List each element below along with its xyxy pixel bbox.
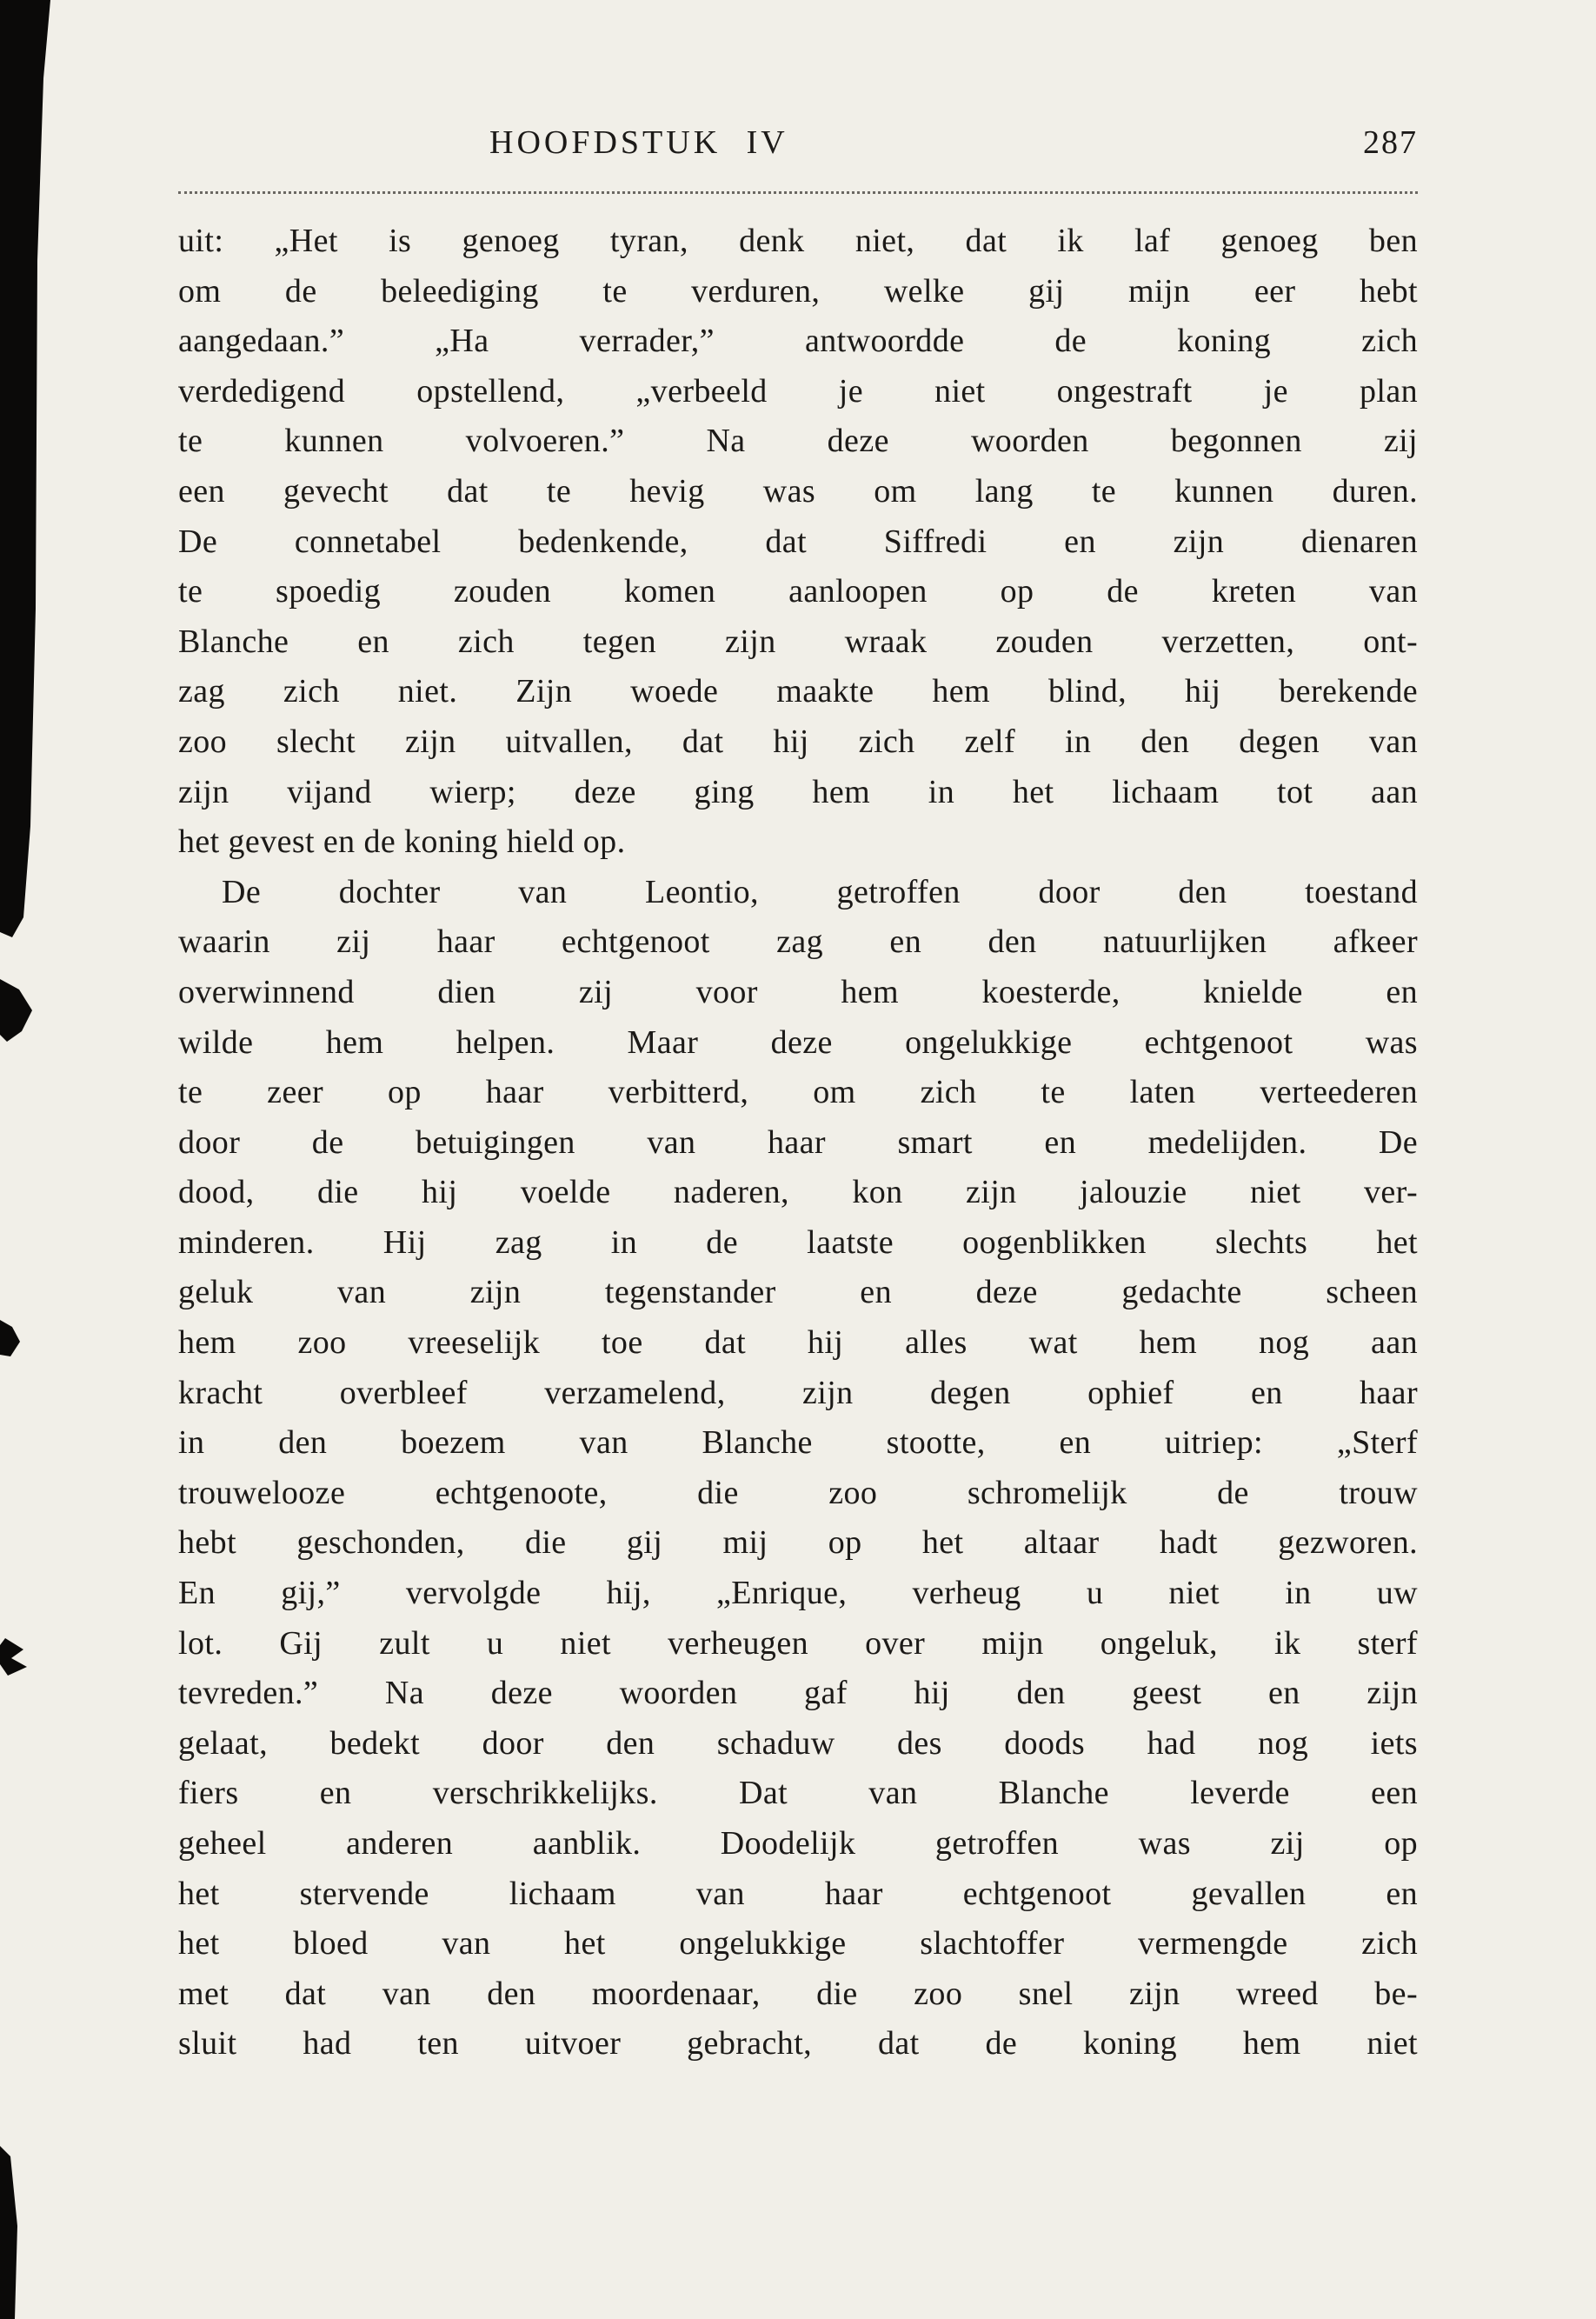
body-text: [178, 217, 1418, 2069]
page-header: [178, 123, 1418, 169]
ink-blot: [0, 1320, 20, 1356]
text-line: zag zich niet. Zijn woede maakte hem blind, hij berekende: [178, 673, 1418, 710]
text-line: met dat van den moordenaar, die zoo snel zijn wreed be-: [178, 1975, 1418, 2012]
text-line: minderen. Hij zag in de laatste oogenblikken slechts het: [178, 1223, 1418, 1261]
text-line: zijn vijand wierp; deze ging hem in het lichaam tot aan: [178, 773, 1418, 810]
text-line: in den boezem van Blanche stootte, en uitriep: „Sterf: [178, 1424, 1418, 1462]
text-line: door de betuigingen van haar smart en medelijden. De: [178, 1123, 1418, 1161]
paragraph: [178, 868, 1418, 2069]
text-line: trouwelooze echtgenoote, die zoo schromelijk de trouw: [178, 1474, 1418, 1511]
text-line: kracht overbleef verzamelend, zijn degen ophief en haar: [178, 1374, 1418, 1411]
text-line: waarin zij haar echtgenoot zag en den natuurlijken afkeer: [178, 923, 1418, 961]
text-line: het bloed van het ongelukkige slachtoffer vermengde zich: [178, 1925, 1418, 1962]
text-line: wilde hem helpen. Maar deze ongelukkige echtgenoot was: [178, 1023, 1418, 1061]
text-line: zoo slecht zijn uitvallen, dat hij zich zelf in den degen van: [178, 723, 1418, 760]
chapter-title: HOOFDSTUK IV: [489, 124, 788, 161]
text-line: hebt geschonden, die gij mij op het altaar hadt gezworen.: [178, 1524, 1418, 1562]
text-line: te zeer op haar verbitterd, om zich te laten verteederen: [178, 1074, 1418, 1111]
text-line: te spoedig zouden komen aanloopen op de kreten van: [178, 573, 1418, 610]
text-line: geheel anderen aanblik. Doodelijk getroffen was zij op: [178, 1825, 1418, 1862]
text-line: overwinnend dien zij voor hem koesterde, knielde en: [178, 973, 1418, 1010]
binding-shadow-bottom: [0, 2146, 17, 2319]
text-line: De connetabel bedenkende, dat Siffredi en zijn dienaren: [178, 523, 1418, 560]
paragraph: [178, 217, 1418, 868]
text-line: En gij,” vervolgde hij, „Enrique, verheug u niet in uw: [178, 1575, 1418, 1612]
text-line: De dochter van Leontio, getroffen door den toestand: [222, 873, 1418, 910]
text-line: dood, die hij voelde naderen, kon zijn jalouzie niet ver-: [178, 1174, 1418, 1211]
ink-blot: [0, 979, 32, 1042]
header-divider-rule: [178, 191, 1418, 194]
text-line: tevreden.” Na deze woorden gaf hij den geest en zijn: [178, 1675, 1418, 1712]
text-line: sluit had ten uitvoer gebracht, dat de koning hem niet: [178, 2025, 1418, 2062]
text-line: verdedigend opstellend, „verbeeld je niet ongestraft je plan: [178, 372, 1418, 410]
text-line: om de beleediging te verduren, welke gij mijn eer hebt: [178, 272, 1418, 310]
scan-artifact-marks: [0, 0, 78, 2319]
binding-shadow-bar: [0, 0, 50, 937]
text-line: gelaat, bedekt door den schaduw des doods had nog iets: [178, 1724, 1418, 1762]
text-line: het stervende lichaam van haar echtgenoot gevallen en: [178, 1875, 1418, 1912]
text-line: hem zoo vreeselijk toe dat hij alles wat hem nog aan: [178, 1324, 1418, 1362]
text-line: een gevecht dat te hevig was om lang te kunnen duren.: [178, 472, 1418, 510]
text-line: uit: „Het is genoeg tyran, denk niet, dat ik laf genoeg ben: [178, 223, 1418, 259]
text-line: aangedaan.” „Ha verrader,” antwoordde de koning zich: [178, 323, 1418, 360]
ink-blot: [0, 1638, 27, 1676]
text-line: lot. Gij zult u niet verheugen over mijn ongeluk, ik sterf: [178, 1624, 1418, 1662]
text-line: fiers en verschrikkelijks. Dat van Blanche leverde een: [178, 1775, 1418, 1812]
text-line: het gevest en de koning hield op.: [178, 823, 626, 861]
page-content: [178, 0, 1418, 2069]
text-line: te kunnen volvoeren.” Na deze woorden begonnen zij: [178, 423, 1418, 460]
text-line: geluk van zijn tegenstander en deze gedachte scheen: [178, 1274, 1418, 1311]
text-line: Blanche en zich tegen zijn wraak zouden verzetten, ont-: [178, 623, 1418, 660]
page-number: 287: [1363, 124, 1418, 161]
